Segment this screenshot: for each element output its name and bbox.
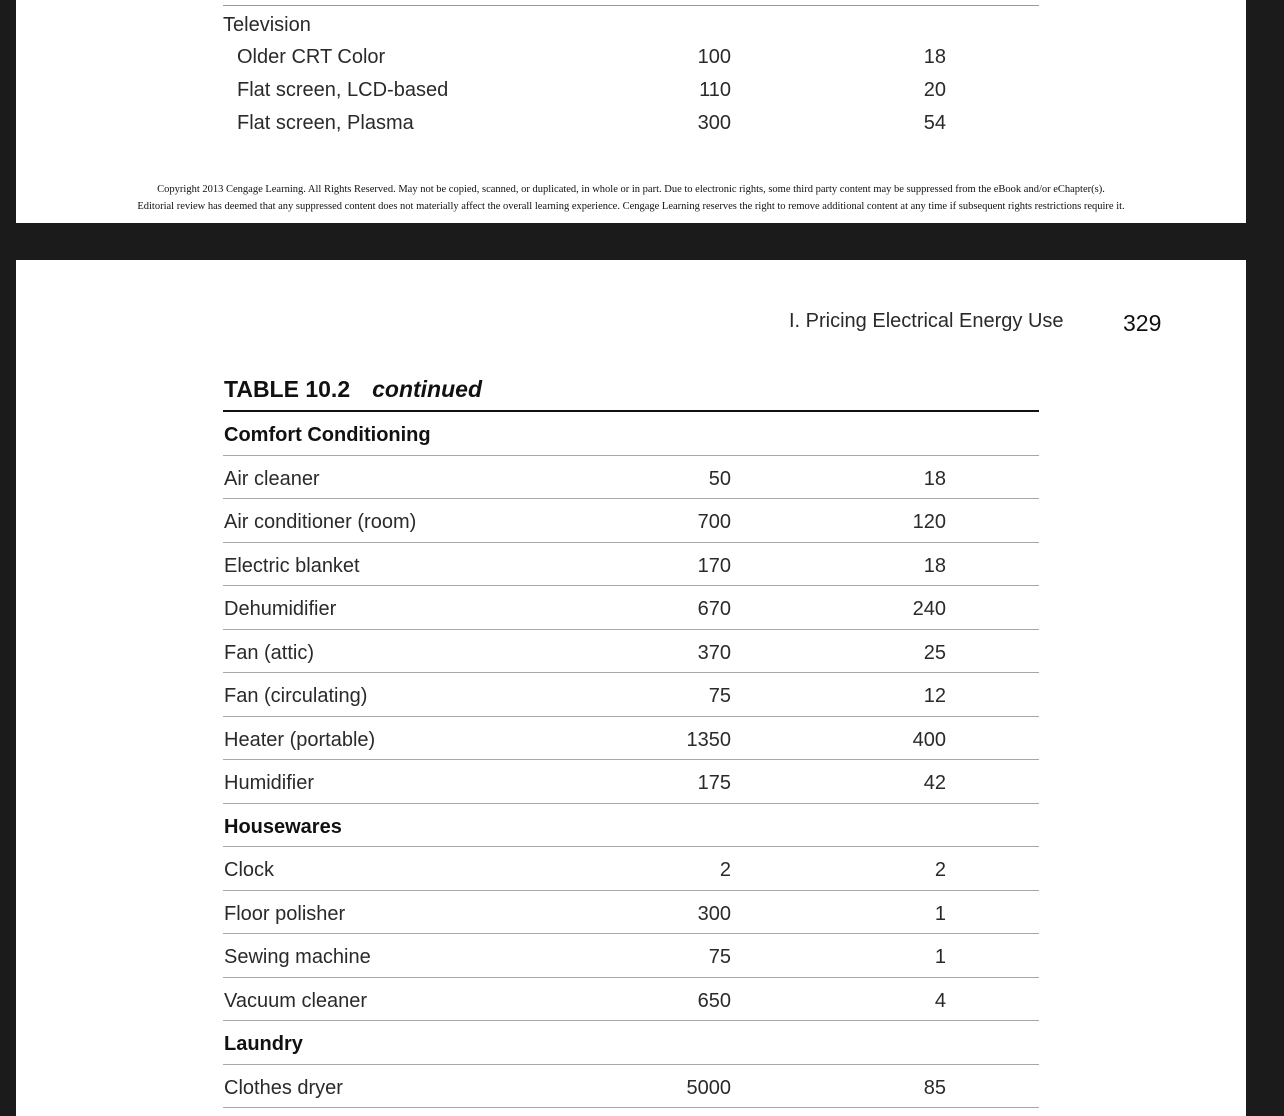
kwh-value: 18 [923,554,946,577]
watts-value: 50 [708,467,731,490]
table-row [223,543,1039,587]
kwh-value: 12 [923,685,946,707]
current-page [16,260,1246,1116]
kwh-value: 18 [923,467,946,490]
appliance-table [223,412,1039,1108]
table-rule [223,5,1039,6]
kwh-value: 400 [912,728,946,751]
table-row [223,847,1039,891]
appliance-label: Vacuum cleaner [224,989,368,1012]
appliance-label: Sewing machine [224,946,371,968]
appliance-label: Older CRT Color [237,46,386,68]
watts-value: 170 [697,554,731,577]
copyright-line: Copyright 2013 Cengage Learning. All Rights Reserved. May not be copied, scanned, or duplicated, in whole or in part. Due to electronic rights, some third party content may be suppressed from the eBook and/or eChapter(s). [157,184,1105,195]
watts-value: 370 [697,641,731,664]
previous-page [16,0,1246,223]
section-header-row [223,412,1039,456]
kwh-value: 42 [923,772,946,794]
appliance-label: Fan (attic) [224,641,315,664]
watts-value: 5000 [686,1076,731,1099]
watts-value: 75 [708,946,731,968]
appliance-label: Dehumidifier [224,598,337,620]
table-row [16,79,1246,111]
kwh-value: 54 [923,112,946,134]
table-row [223,673,1039,717]
table-row [223,978,1039,1022]
table-row [16,112,1246,144]
section-header-row [223,804,1039,848]
watts-value: 650 [697,989,731,1012]
table-row [223,717,1039,761]
watts-value: 700 [697,511,731,533]
running-head: I. Pricing Electrical Energy Use [789,310,1064,332]
kwh-value: 120 [912,511,946,533]
table-row [223,934,1039,978]
table-continued: continued [372,376,482,402]
table-row [223,456,1039,500]
watts-value: 1350 [686,728,731,751]
table-label: TABLE 10.2 [224,376,351,402]
page-number: 329 [1123,310,1162,336]
appliance-label: Flat screen, LCD-based [237,79,449,101]
kwh-value: 1 [934,902,946,925]
kwh-value: 25 [923,641,946,664]
watts-value: 670 [697,598,731,620]
kwh-value: 240 [912,598,946,620]
section-label: Laundry [224,1033,303,1055]
section-label: Housewares [224,815,342,838]
television-heading: Television [223,14,311,36]
appliance-label: Floor polisher [224,902,346,925]
section-label: Comfort Conditioning [224,424,431,446]
watts-value: 2 [719,859,731,881]
table-row [223,630,1039,674]
appliance-label: Clock [224,859,275,881]
watts-value: 100 [697,46,731,68]
watts-value: 75 [708,685,731,707]
appliance-label: Fan (circulating) [224,685,368,707]
appliance-label: Clothes dryer [224,1076,343,1099]
watts-value: 300 [697,902,731,925]
table-row [223,760,1039,804]
appliance-label: Humidifier [224,772,315,794]
kwh-value: 85 [923,1076,946,1099]
table-row [223,499,1039,543]
table-row [223,586,1039,630]
kwh-value: 20 [923,79,946,101]
appliance-label: Air cleaner [224,467,320,490]
watts-value: 300 [697,112,731,134]
watts-value: 110 [699,79,731,101]
watts-value: 175 [697,772,731,794]
kwh-value: 1 [934,946,946,968]
table-title [224,376,482,403]
section-header-row [223,1021,1039,1065]
copyright-notice [16,181,1246,215]
appliance-label: Electric blanket [224,554,360,577]
kwh-value: 2 [934,859,946,881]
appliance-label: Flat screen, Plasma [237,112,414,134]
table-row [223,1065,1039,1109]
table-row [223,891,1039,935]
kwh-value: 18 [923,46,946,68]
table-row [16,46,1246,78]
kwh-value: 4 [934,989,946,1012]
appliance-label: Air conditioner (room) [224,511,417,533]
appliance-label: Heater (portable) [224,728,376,751]
copyright-line: Editorial review has deemed that any suppressed content does not materially affect the overall learning experience. Cengage Learning reserves the right to remove additional content at any time if subsequent rights restrictions require it. [137,201,1125,212]
